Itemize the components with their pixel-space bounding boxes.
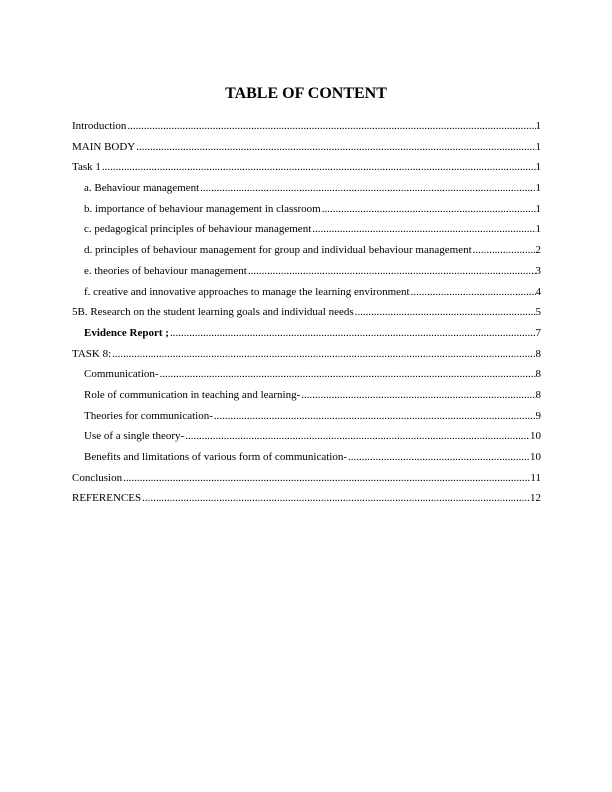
toc-dot-leader <box>136 137 535 158</box>
toc-entry-conclusion[interactable] <box>72 468 541 489</box>
toc-page-number: 2 <box>535 244 541 257</box>
toc-entry-label[interactable]: Use of a single theory- <box>84 430 185 443</box>
toc-page-number: 3 <box>535 264 541 277</box>
toc-list <box>72 116 541 509</box>
toc-entry-theories-for-communication[interactable] <box>72 406 541 427</box>
toc-title: TABLE OF CONTENT <box>225 85 387 102</box>
toc-dot-leader <box>348 447 530 468</box>
toc-entry-label[interactable]: a. Behaviour management <box>84 182 200 195</box>
toc-entry-introduction[interactable] <box>72 116 541 137</box>
toc-dot-leader <box>123 468 530 489</box>
toc-entry-label[interactable]: 5B. Research on the student learning goals and individual needs <box>72 306 354 319</box>
toc-entry-label[interactable]: Role of communication in teaching and learning- <box>84 388 301 401</box>
toc-page-number: 10 <box>530 451 541 463</box>
toc-dot-leader <box>200 178 535 199</box>
toc-entry-principles-group-individual[interactable] <box>72 240 541 261</box>
toc-page-number: 1 <box>535 120 541 132</box>
toc-dot-leader <box>355 302 536 323</box>
toc-entry-label[interactable]: Evidence Report ; <box>84 326 169 339</box>
toc-dot-leader <box>185 426 530 447</box>
toc-dot-leader <box>127 116 535 137</box>
toc-entry-creative-approaches[interactable] <box>72 282 541 303</box>
toc-entry-5b-research[interactable] <box>72 302 541 323</box>
toc-entry-communication[interactable] <box>72 364 541 385</box>
toc-entry-references[interactable] <box>72 488 541 509</box>
toc-page-number: 8 <box>535 347 541 360</box>
toc-dot-leader <box>411 282 536 303</box>
toc-entry-label[interactable]: f. creative and innovative approaches to manage the learning environment <box>84 285 410 298</box>
toc-entry-label[interactable]: Conclusion <box>72 471 123 484</box>
toc-page-number: 10 <box>530 430 541 443</box>
toc-dot-leader <box>322 199 536 220</box>
toc-dot-leader <box>214 406 536 427</box>
toc-page-number: 4 <box>535 285 541 298</box>
toc-entry-label[interactable]: Introduction <box>72 120 127 132</box>
toc-entry-role-of-communication[interactable] <box>72 385 541 406</box>
toc-dot-leader <box>312 219 535 240</box>
toc-page-number: 5 <box>535 306 541 319</box>
toc-entry-task-1[interactable] <box>72 157 541 178</box>
toc-entry-use-of-single-theory[interactable] <box>72 426 541 447</box>
toc-dot-leader <box>160 364 536 385</box>
toc-entry-label[interactable]: Theories for communication- <box>84 409 213 422</box>
toc-entry-label[interactable]: Communication- <box>84 368 159 381</box>
toc-entry-benefits-and-limitations[interactable] <box>72 447 541 468</box>
toc-dot-leader <box>248 261 536 282</box>
toc-dot-leader <box>102 157 536 178</box>
toc-entry-label[interactable]: e. theories of behaviour management <box>84 264 247 277</box>
toc-dot-leader <box>473 240 536 261</box>
toc-entry-behaviour-management[interactable] <box>72 178 541 199</box>
toc-page-number: 8 <box>535 368 541 381</box>
toc-page-number: 7 <box>535 326 541 339</box>
toc-dot-leader <box>142 488 530 509</box>
toc-entry-label[interactable]: c. pedagogical principles of behaviour management <box>84 223 312 236</box>
toc-entry-label[interactable]: REFERENCES <box>72 492 142 505</box>
toc-dot-leader <box>170 323 536 344</box>
toc-entry-label[interactable]: Task 1 <box>72 161 101 174</box>
toc-page-number: 12 <box>530 492 541 505</box>
toc-entry-label[interactable]: d. principles of behaviour management for group and individual behaviour management <box>84 244 472 257</box>
toc-entry-theories-of-behaviour-management[interactable] <box>72 261 541 282</box>
toc-dot-leader <box>112 344 535 365</box>
toc-page-number: 1 <box>535 202 541 215</box>
toc-page-number: 9 <box>535 409 541 422</box>
toc-entry-evidence-report[interactable] <box>72 323 541 344</box>
toc-page-number: 8 <box>535 388 541 401</box>
toc-page-number: 1 <box>535 161 541 174</box>
toc-entry-pedagogical-principles[interactable] <box>72 219 541 240</box>
toc-entry-task-8[interactable] <box>72 344 541 365</box>
toc-page-number: 11 <box>530 471 541 484</box>
toc-entry-label[interactable]: MAIN BODY <box>72 140 136 153</box>
toc-entry-label[interactable]: b. importance of behaviour management in classroom <box>84 202 321 215</box>
toc-entry-label[interactable]: TASK 8: <box>72 347 112 360</box>
toc-entry-importance-of-behaviour-management[interactable] <box>72 199 541 220</box>
toc-entry-label[interactable]: Benefits and limitations of various form of communication- <box>84 451 348 463</box>
toc-dot-leader <box>301 385 535 406</box>
toc-page-number: 1 <box>535 182 541 195</box>
toc-page-number: 1 <box>535 140 541 153</box>
toc-page-number: 1 <box>535 223 541 236</box>
toc-entry-main-body[interactable] <box>72 137 541 158</box>
